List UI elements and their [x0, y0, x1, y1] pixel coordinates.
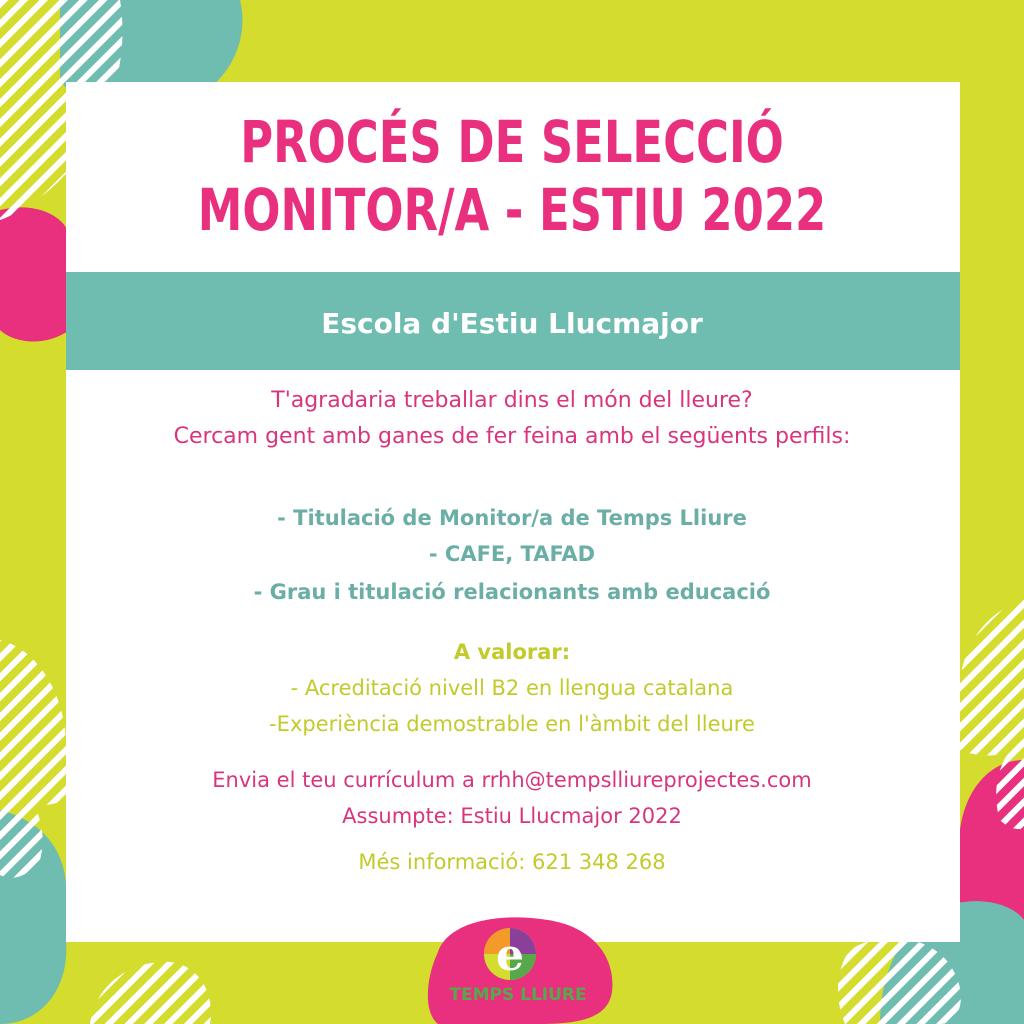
page-title	[72, 108, 953, 244]
send-cv-line: Envia el teu currículum a rrhh@tempslliureprojectes.com	[212, 768, 812, 792]
title-line-2: MONITOR/A - ESTIU 2022	[197, 176, 827, 244]
profile-item-2: - CAFE, TAFAD	[428, 542, 596, 566]
subtitle-text: Escola d'Estiu Llucmajor	[321, 307, 703, 340]
subject-line: Assumpte: Estiu Llucmajor 2022	[342, 804, 682, 828]
value-item-1: - Acreditació nivell B2 en llengua catalana	[290, 676, 734, 700]
blob-stripes-bottomleft	[90, 962, 211, 1024]
logo-text: TEMPS LLIURE	[449, 985, 587, 1005]
temps-lliure-logo	[418, 912, 616, 1024]
title-line-1: PROCÉS DE SELECCIÓ	[240, 108, 784, 176]
info-line: Més informació: 621 348 268	[358, 850, 666, 874]
profile-item-1: - Titulació de Monitor/a de Temps Lliure	[277, 506, 747, 530]
value-item-2: -Experiència demostrable en l'àmbit del lleure	[269, 712, 755, 736]
profile-item-3: - Grau i titulació relacionants amb educació	[253, 580, 771, 604]
intro-line-1: T'agradaria treballar dins el món del lleure?	[271, 388, 753, 413]
logo-letter: e	[496, 930, 524, 981]
intro-line-2: Cercam gent amb ganes de fer feina amb el següents perfils:	[173, 424, 851, 449]
value-heading: A valorar:	[453, 640, 571, 664]
